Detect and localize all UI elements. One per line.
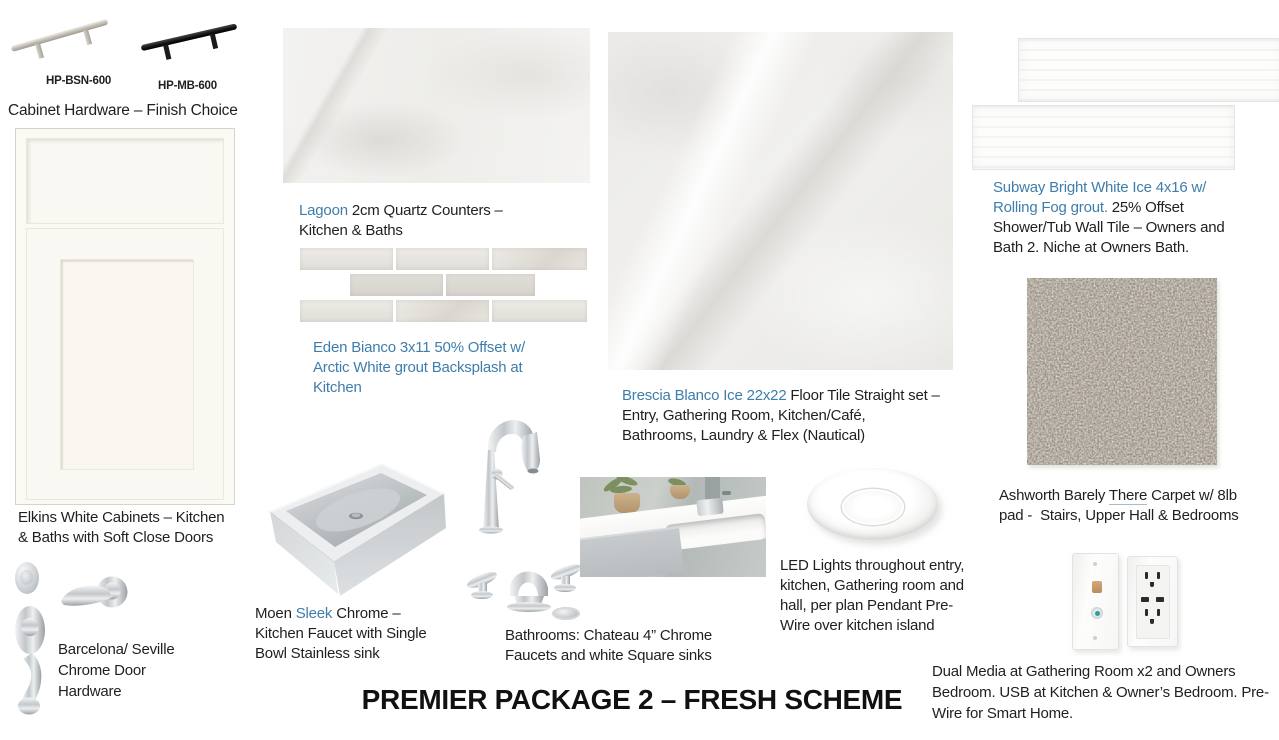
caption-text: Moen bbox=[255, 605, 296, 622]
outlet-face bbox=[1136, 565, 1170, 639]
caption-line: Arctic White grout Backsplash at bbox=[313, 359, 523, 376]
product-name: Brescia Blanco Ice 22x22 bbox=[622, 387, 787, 404]
carpet-caption bbox=[999, 486, 1239, 526]
caption-line: kitchen, Gathering room and bbox=[780, 577, 964, 594]
caption-line: pad - Stairs, Upper Hall & Bedrooms bbox=[999, 507, 1239, 524]
subway-tile bbox=[396, 300, 489, 322]
caption-text: 25% Offset bbox=[1107, 199, 1184, 216]
matte-black-pull-swatch bbox=[141, 23, 242, 68]
caption-line: Wire for Smart Home. bbox=[932, 705, 1074, 722]
pull-leg bbox=[35, 43, 44, 59]
caption-line: Elkins White Cabinets – Kitchen bbox=[18, 509, 225, 526]
caption-line: Barcelona/ Seville bbox=[58, 641, 175, 658]
caption-line bbox=[299, 201, 503, 221]
caption-line: Eden Bianco 3x11 50% Offset w/ bbox=[313, 339, 525, 356]
floor-tile-caption bbox=[622, 386, 940, 446]
caption-line: Bathrooms: Chateau 4” Chrome bbox=[505, 627, 713, 644]
photo-faucet bbox=[696, 498, 724, 517]
caption-line: Kitchen bbox=[313, 379, 362, 396]
led-light-image bbox=[807, 468, 938, 540]
caption-underlined-text: There bbox=[1108, 487, 1148, 504]
deadbolt-image bbox=[15, 562, 39, 594]
cabinets-caption bbox=[18, 508, 224, 548]
bath-faucets-caption bbox=[505, 626, 712, 666]
caption-line bbox=[993, 198, 1225, 218]
caption-line: Entry, Gathering Room, Kitchen/Café, bbox=[622, 407, 866, 424]
finish1-label: HP-BSN-600 bbox=[46, 75, 112, 87]
cabinet-door-swatch bbox=[15, 128, 235, 505]
kitchen-faucet-image bbox=[463, 398, 547, 536]
cabinet-drawer-front bbox=[26, 138, 224, 224]
caption-line: Bathrooms, Laundry & Flex (Nautical) bbox=[622, 427, 865, 444]
quartz-counter-swatch bbox=[283, 28, 590, 183]
subway-tile bbox=[350, 274, 443, 296]
cabinet-hardware-caption: Cabinet Hardware – Finish Choice bbox=[8, 102, 238, 119]
caption-line: Hardware bbox=[58, 683, 122, 700]
wall-tile-swatch-1 bbox=[1018, 38, 1279, 102]
caption-line bbox=[622, 386, 940, 406]
caption-line: Bedroom. USB at Kitchen & Owner’s Bedroom. Pre- bbox=[932, 684, 1269, 701]
subway-tile bbox=[492, 248, 587, 270]
product-name: Sleek bbox=[295, 605, 333, 622]
caption-line: LED Lights throughout entry, bbox=[780, 557, 965, 574]
plant-pot bbox=[670, 485, 690, 499]
pull-leg bbox=[163, 44, 171, 60]
product-name: Rolling Fog grout. bbox=[993, 199, 1108, 216]
led-light-lens bbox=[842, 489, 904, 525]
phone-jack bbox=[1092, 581, 1102, 593]
kitchen-sink-caption bbox=[255, 604, 427, 664]
quartz-caption bbox=[299, 201, 503, 241]
screw bbox=[1093, 636, 1097, 640]
outlet-slot bbox=[1145, 609, 1148, 616]
caption-text: Ashworth Barely bbox=[999, 487, 1109, 504]
caption-line bbox=[255, 604, 427, 624]
wall-tile-swatch-2 bbox=[972, 105, 1235, 170]
subway-tile bbox=[492, 300, 587, 322]
caption-line: Bowl Stainless sink bbox=[255, 645, 380, 662]
caption-line: Kitchen Faucet with Single bbox=[255, 625, 427, 642]
pull-bar bbox=[11, 19, 109, 52]
coax-connector bbox=[1091, 607, 1103, 619]
usb-port bbox=[1156, 597, 1164, 602]
floor-tile-swatch bbox=[608, 32, 953, 370]
photo-door-handle bbox=[722, 491, 731, 495]
bath-faucet-image bbox=[458, 546, 588, 616]
usb-port bbox=[1141, 597, 1149, 602]
wall-tile-caption bbox=[993, 178, 1225, 258]
caption-line: Dual Media at Gathering Room x2 and Owners bbox=[932, 663, 1236, 680]
kitchen-sink-image bbox=[262, 448, 454, 600]
caption-line: Chrome Door bbox=[58, 662, 146, 679]
caption-line: Wire over kitchen island bbox=[780, 617, 935, 634]
backsplash-tile-swatch bbox=[300, 248, 587, 325]
usb-outlet-image bbox=[1127, 556, 1178, 647]
ground-hole bbox=[1150, 619, 1154, 624]
brushed-nickel-pull-swatch bbox=[11, 19, 114, 70]
caption-line: hall, per plan Pendant Pre- bbox=[780, 597, 954, 614]
caption-line: Faucets and white Square sinks bbox=[505, 647, 712, 664]
vanity-sink-photo bbox=[580, 477, 766, 577]
pull-leg bbox=[210, 33, 218, 49]
outlet-slot bbox=[1157, 572, 1160, 579]
drain-stopper-image bbox=[552, 607, 580, 620]
caption-text: Chrome – bbox=[332, 605, 401, 622]
carpet-swatch bbox=[1027, 278, 1217, 465]
subway-tile bbox=[300, 248, 393, 270]
outlet-slot bbox=[1145, 572, 1148, 579]
caption-line bbox=[999, 486, 1239, 506]
product-name: Lagoon bbox=[299, 202, 348, 219]
caption-line: Bath 2. Niche at Owners Bath. bbox=[993, 239, 1189, 256]
plant-pot bbox=[614, 493, 640, 513]
pull-leg bbox=[83, 29, 92, 45]
caption-text: 2cm Quartz Counters – bbox=[347, 202, 503, 219]
ground-hole bbox=[1150, 582, 1154, 587]
pull-bar bbox=[141, 23, 238, 51]
screw bbox=[1093, 562, 1097, 566]
subway-tile bbox=[446, 274, 535, 296]
caption-line: Kitchen & Baths bbox=[299, 222, 403, 239]
lighting-caption bbox=[780, 556, 964, 636]
cabinet-door-front bbox=[26, 228, 224, 500]
package-title: PREMIER PACKAGE 2 – FRESH SCHEME bbox=[361, 684, 903, 715]
subway-tile bbox=[300, 300, 393, 322]
subway-tile bbox=[396, 248, 489, 270]
finish2-label: HP-MB-600 bbox=[158, 80, 217, 92]
caption-text: Floor Tile Straight set – bbox=[786, 387, 940, 404]
door-lever-image bbox=[58, 575, 134, 613]
cabinet-door-panel bbox=[60, 259, 194, 470]
caption-line: Shower/Tub Wall Tile – Owners and bbox=[993, 219, 1225, 236]
media-wall-plate-image bbox=[1072, 553, 1119, 650]
backsplash-caption bbox=[313, 338, 525, 398]
caption-line: Subway Bright White Ice 4x16 w/ bbox=[993, 179, 1207, 196]
outlet-slot bbox=[1157, 609, 1160, 616]
caption-line: & Baths with Soft Close Doors bbox=[18, 529, 214, 546]
caption-text: Carpet w/ 8lb bbox=[1147, 487, 1237, 504]
